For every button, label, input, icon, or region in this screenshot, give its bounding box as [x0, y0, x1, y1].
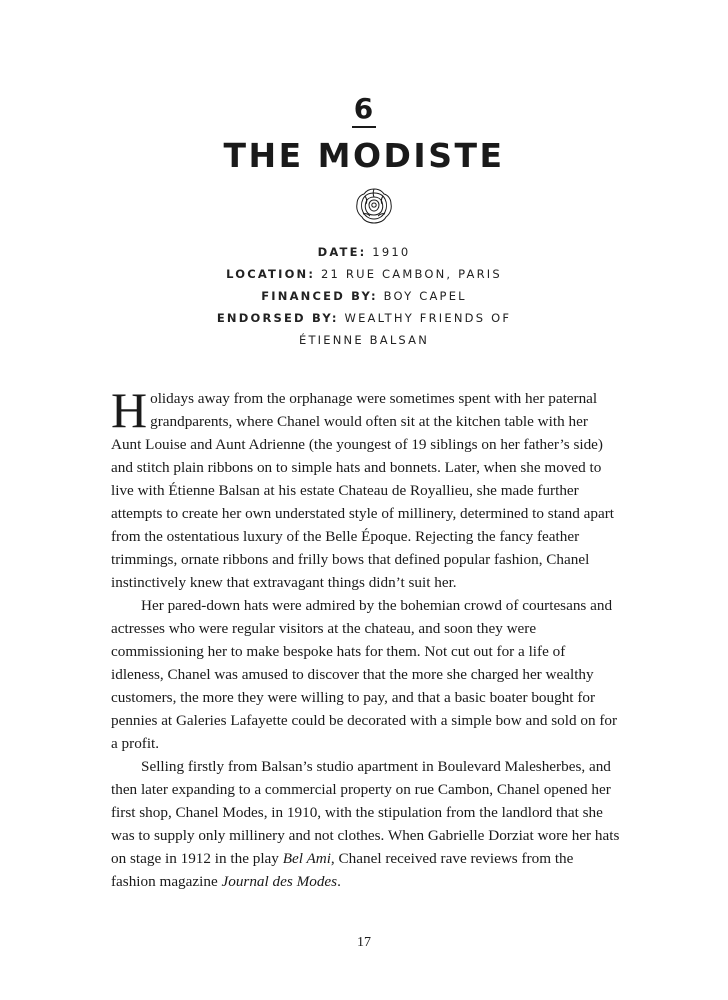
paragraph-1-text: olidays away from the orphanage were sometimes spent with her paternal grandparents, where Chanel would often sit at the kitchen table with her Aunt Louise and Aunt Adrienne (the youngest of 19 siblings on her father’s side) and stitch plain ribbons on to simple hats and bonnets. Later, when she moved to live with Étienne Balsan at his estate Chateau de Royallieu, she made further attempts to create her own understated style of millinery, determined to stand apart from the ostentatious luxury of the Belle Époque. Rejecting the fancy feather trimmings, ornate ribbons and frilly bows that defined popular fashion, Chanel instinctively knew that extravagant things didn’t suit her. — [111, 390, 614, 591]
drop-cap: H — [111, 382, 148, 438]
meta-financed-label: FINANCED BY: — [261, 289, 378, 303]
chapter-number-text: 6 — [352, 92, 376, 128]
meta-endorsed-value: WEALTHY FRIENDS OF ÉTIENNE BALSAN — [298, 311, 512, 347]
chapter-metadata — [0, 241, 728, 351]
meta-financed — [0, 285, 728, 307]
paragraph-3-text-a: Selling firstly from Balsan’s studio apartment in Boulevard Malesherbes, and then later expanding to a commercial property on rue Cambon, Chanel opened her first shop, Chanel Modes, in 1910, with the stipulation from the landlord that she was to supply only millinery and not clothes. When Gabrielle Dorziat wore her hats on stage in 1912 in the play — [111, 758, 620, 867]
chapter-body — [111, 382, 621, 893]
play-title: Bel Ami — [282, 850, 331, 867]
paragraph-2: Her pared-down hats were admired by the bohemian crowd of courtesans and actresses who were regular visitors at the chateau, and soon they were commissioning her to make bespoke hats for them. Not cut out for a life of idleness, Chanel was amused to discover that the more she charged her wealthy customers, the more they were willing to pay, and that a basic boater bought for pennies at Galeries Lafayette could be decorated with a simple bow and sold on for a profit. — [111, 597, 618, 752]
meta-date — [0, 241, 728, 263]
paragraph-3-text-c: . — [337, 873, 341, 890]
meta-location-value: 21 RUE CAMBON, PARIS — [315, 267, 502, 281]
meta-date-value: 1910 — [366, 245, 411, 259]
magazine-title: Journal des Modes — [221, 873, 338, 890]
meta-endorsed — [199, 307, 529, 351]
meta-endorsed-label: ENDORSED BY: — [216, 311, 339, 325]
meta-location — [0, 263, 728, 285]
paragraph-1 — [111, 382, 621, 594]
chapter-number — [0, 92, 728, 125]
camellia-icon — [355, 187, 393, 225]
chapter-title: THE MODISTE — [223, 136, 505, 175]
meta-financed-value: BOY CAPEL — [377, 289, 467, 303]
paragraph-3-text-b: , Chanel received rave reviews from the fashion magazine — [111, 850, 574, 890]
meta-location-label: LOCATION: — [226, 267, 316, 281]
meta-date-label: DATE: — [317, 245, 367, 259]
page-number: 17 — [357, 935, 371, 950]
paragraph-3 — [111, 755, 621, 893]
